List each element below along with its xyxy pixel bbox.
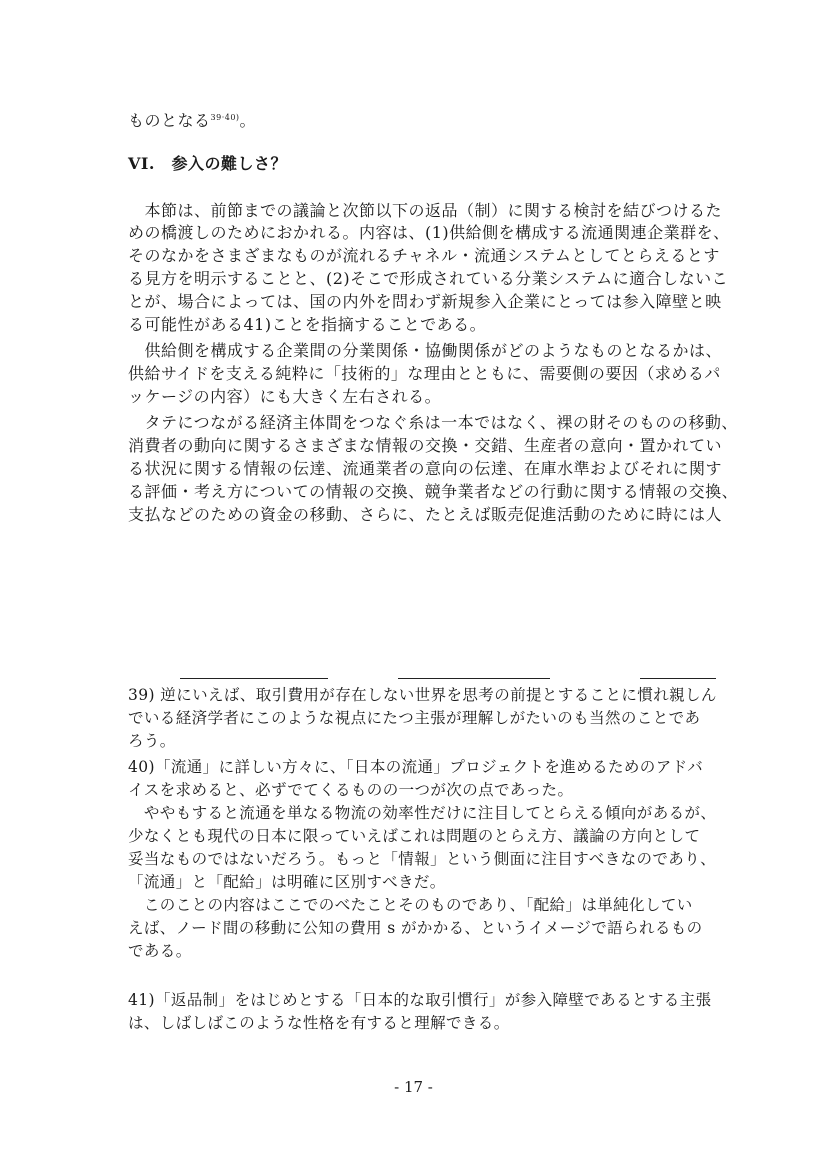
footnote-line: ややもすると流通を単なる物流の効率性だけに注目してとらえる傾向があるが、 [128, 804, 717, 822]
body-line: ッケージの内容）にも大きく左右される。 [128, 387, 442, 406]
section-title: 参入の難しさ？ [171, 154, 287, 173]
body-line: 消費者の動向に関するさまざまな情報の交換・交錯、生産者の意向・置かれてい [128, 436, 723, 455]
body-line: る可能性がある41)ことを指摘することである。 [128, 315, 487, 334]
footnote-rule [640, 678, 716, 679]
footnote-line: である。 [128, 942, 192, 960]
body-line: とが、場合によっては、国の内外を問わず新規参入企業にとっては参入障壁と映 [128, 292, 722, 311]
footnote-line: ろう。 [128, 732, 176, 750]
footnote-line: イスを求めると、必ずでてくるものの一つが次の点であった。 [128, 781, 574, 799]
section-number: VI. [128, 154, 155, 173]
footnote-line: 妥当なものではないだろう。もっと「情報」という側面に注目すべきなのであり、 [128, 850, 716, 868]
body-line: 本節は、前節までの議論と次節以下の返品（制）に関する検討を結びつけるた [128, 201, 723, 220]
footnote-line: 41)「返品制」をはじめとする「日本的な取引慣行」が参入障壁であるとする主張 [128, 991, 712, 1009]
intro-line: ものとなる$^{39\cdot 40)}$。 [128, 111, 257, 130]
body-line: そのなかをさまざまなものが流れるチャネル・流通システムとしてとらえるとす [128, 246, 720, 265]
footnote-line: えば、ノード間の移動に公知の費用 s がかかる、というイメージで語られるもの [128, 919, 703, 937]
footnote-line: でいる経済学者にこのような視点にたつ主張が理解しがたいのも当然のことであ [128, 709, 701, 727]
footnote-rule [180, 678, 328, 679]
footnote-line: このことの内容はここでのべたことそのものであり、「配給」は単純化してい [128, 896, 693, 914]
footnote-line: 39) 逆にいえば、取引費用が存在しない世界を思考の前提とすることに慣れ親しん [128, 686, 717, 704]
body-line: タテにつながる経済主体間をつなぐ糸は一本ではなく、裸の財そのものの移動、 [128, 413, 738, 432]
body-line: る評価・考え方についての情報の交換、競争業者などの行動に関する情報の交換、 [128, 482, 739, 501]
body-line: る見方を明示することと、(2)そこで形成されている分業システムに適合しないこ [128, 269, 729, 288]
body-line: 支払などのための資金の移動、さらに、たとえば販売促進活動のために時には人 [128, 505, 723, 524]
footnote-line: 「流通」と「配給」は明確に区別すべきだ。 [128, 873, 446, 891]
page-number: - 17 - [394, 1078, 433, 1096]
body-line: めの橋渡しのためにおかれる。内容は、(1)供給側を構成する流通関連企業群を、 [128, 223, 730, 242]
footnote-line: は、しばしばこのような性格を有すると理解できる。 [128, 1014, 510, 1032]
body-line: 供給側を構成する企業間の分業関係・協働関係がどのようなものとなるかは、 [128, 341, 723, 360]
body-line: 供給サイドを支える純粋に「技術的」な理由とともに、需要側の要因（求めるパ [128, 364, 721, 383]
footnote-line: 少なくとも現代の日本に限っていえばこれは問題のとらえ方、議論の方向として [128, 827, 701, 845]
footnote-rule [398, 678, 550, 679]
body-line: る状況に関する情報の伝達、流通業者の意向の伝達、在庫水準およびそれに関す [128, 459, 723, 478]
section-heading [128, 153, 287, 175]
footnote-line: 40)「流通」に詳しい方々に、「日本の流通」プロジェクトを進めるためのアドバ [128, 758, 704, 776]
